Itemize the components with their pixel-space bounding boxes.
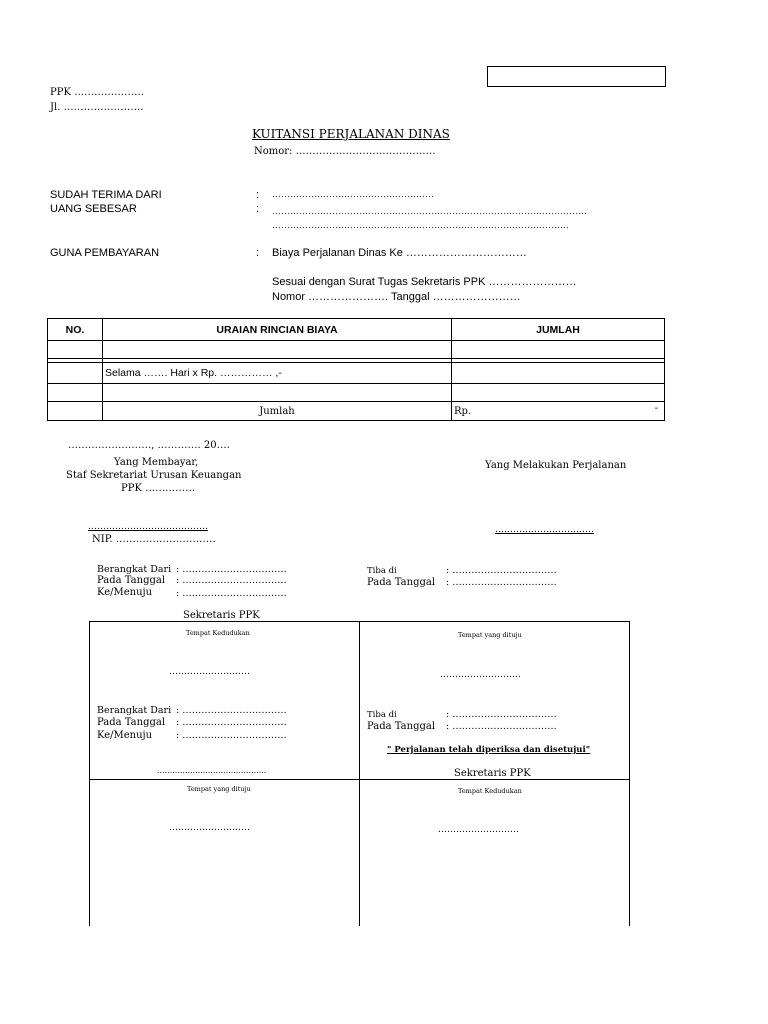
box1-date-label: Pada Tanggal [97, 717, 166, 728]
arrival-date-label: Pada Tanggal [367, 577, 436, 588]
document-number: Nomor: …………………………………… [254, 146, 436, 157]
arrival-value: : …………………………… [446, 565, 557, 576]
box2-arrival-label: Tiba di [367, 710, 397, 720]
box1-destination-value: : …………………………… [176, 730, 287, 741]
box4-place-caption: Tempat Kedudukan [458, 787, 522, 795]
box1-signature-dots: ........................................... [157, 766, 267, 775]
total-label: Jumlah [103, 402, 452, 421]
colon: : [256, 189, 260, 201]
purpose-value: Biaya Perjalanan Dinas Ke …………………………… [272, 247, 527, 259]
box3-place-dots: ……………………… [169, 823, 250, 833]
column-header-description: URAIAN RINCIAN BIAYA [103, 319, 452, 341]
box-border-right [629, 621, 630, 926]
box3-place-caption: Tempat yang dituju [187, 785, 251, 793]
payer-nip: NIP. ………………………… [92, 534, 216, 545]
box-divider [89, 779, 630, 780]
departure-label: Berangkat Dari [97, 564, 172, 575]
box-border-middle [359, 621, 360, 926]
header-address: Jl. …………………… [50, 102, 144, 113]
cost-table [47, 318, 665, 421]
column-header-no: NO. [48, 319, 103, 341]
box2-date-value: : …………………………… [446, 721, 557, 732]
arrival-label: Tiba di [367, 566, 397, 576]
approval-note: " Perjalanan telah diperiksa dan disetujui" [387, 745, 591, 755]
colon: : [256, 203, 260, 215]
total-value: - [654, 403, 658, 414]
received-from-label: SUDAH TERIMA DARI [50, 189, 162, 201]
payer-signature-line: …………………………………. [88, 522, 208, 532]
date-line: ……………………., …………. 20…. [68, 440, 230, 451]
header-ppk: PPK ………………… [50, 87, 145, 98]
box2-date-label: Pada Tanggal [367, 721, 436, 732]
arrival-date-value: : …………………………… [446, 577, 557, 588]
assignment-number-date: Nomor …………………. Tanggal …………………… [272, 291, 521, 303]
box2-secretary: Sekretaris PPK [454, 768, 531, 779]
box1-place-caption: Tempat Kedudukan [186, 629, 250, 637]
traveler-signature-line: …………………………… [495, 525, 594, 535]
box1-departure-value: : …………………………… [176, 705, 287, 716]
box1-place-dots: ……………………… [169, 667, 250, 677]
traveler-title: Yang Melakukan Perjalanan [485, 460, 627, 471]
amount-value-line2: ……………………………………………………………………………………… [272, 220, 569, 230]
box1-destination-label: Ke/Menuju [97, 730, 153, 741]
box1-date-value: : …………………………… [176, 717, 287, 728]
table-row [48, 384, 665, 402]
date-label: Pada Tanggal [97, 575, 166, 586]
box1-departure-label: Berangkat Dari [97, 705, 172, 716]
received-from-value: ……………………………………………… [272, 189, 434, 199]
departure-value: : …………………………… [176, 564, 287, 575]
page-title: KUITANSI PERJALANAN DINAS [252, 127, 450, 141]
destination-value: : …………………………… [176, 588, 287, 599]
colon: : [256, 247, 260, 259]
table-row [48, 363, 665, 384]
destination-label: Ke/Menuju [97, 587, 153, 598]
assignment-letter: Sesuai dengan Surat Tugas Sekretaris PPK …………………… [272, 276, 577, 288]
total-currency: Rp. [454, 405, 472, 417]
payer-title: Yang Membayar, [114, 457, 199, 468]
amount-label: UANG SEBESAR [50, 203, 137, 215]
box2-place-dots: ……………………… [440, 670, 521, 680]
table-row [48, 402, 665, 421]
box2-place-caption: Tempat yang dituju [458, 631, 522, 639]
payer-ppk: PPK …………… [121, 483, 196, 494]
amount-value-line1: …………………………………………………………………………………………… [272, 206, 587, 216]
box2-arrival-value: : …………………………… [446, 709, 557, 720]
secretary-heading: Sekretaris PPK [183, 610, 260, 621]
box4-place-dots: ……………………… [438, 825, 519, 835]
column-header-amount: JUMLAH [452, 319, 665, 341]
duration-cell: Selama ……. Hari x Rp. …………… ,- [103, 363, 452, 384]
date-value: : …………………………… [176, 575, 287, 586]
box-border-left [89, 621, 90, 926]
payer-office: Staf Sekretariat Urusan Keuangan [66, 470, 242, 481]
table-row [48, 341, 665, 359]
purpose-label: GUNA PEMBAYARAN [50, 247, 160, 259]
number-box [487, 66, 666, 87]
